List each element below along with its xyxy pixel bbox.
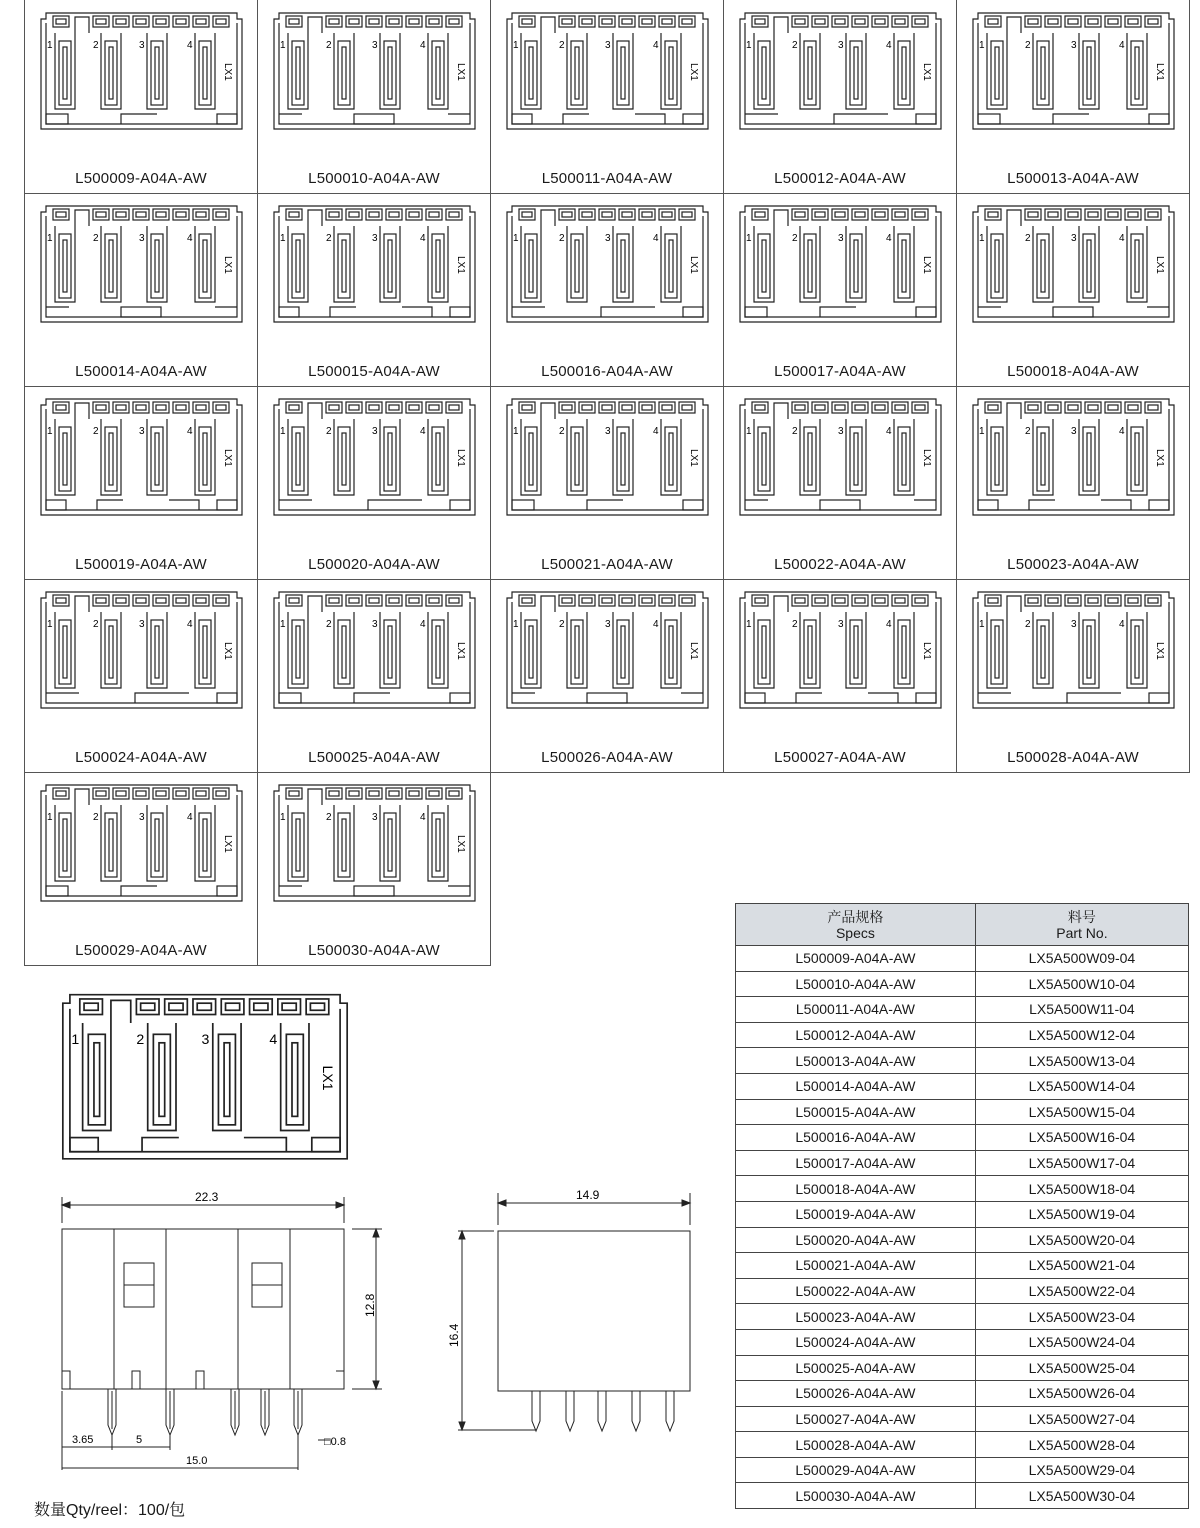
connector-top-view bbox=[971, 397, 1176, 523]
pin-number-1: 1 bbox=[47, 619, 53, 630]
part-number-cell: LX5A500W25-04 bbox=[975, 1355, 1188, 1381]
part-number-cell: LX5A500W23-04 bbox=[975, 1304, 1188, 1330]
pin-number-1: 1 bbox=[47, 233, 53, 244]
variant-label: L500011-A04A-AW bbox=[541, 170, 673, 187]
pin-number-4: 4 bbox=[653, 619, 659, 630]
variant-cell bbox=[24, 386, 258, 580]
mark-label: LX1 bbox=[455, 449, 466, 467]
spec-cell: L500013-A04A-AW bbox=[736, 1048, 976, 1074]
pin-number-2: 2 bbox=[326, 40, 332, 51]
pin-number-1: 1 bbox=[280, 812, 286, 823]
pin-number-4: 4 bbox=[187, 812, 193, 823]
pin-number-3: 3 bbox=[605, 426, 611, 437]
pin-number-2: 2 bbox=[559, 619, 565, 630]
pin-number-4: 4 bbox=[420, 426, 426, 437]
pin-number-4: 4 bbox=[653, 233, 659, 244]
pin-number-3: 3 bbox=[838, 426, 844, 437]
variant-label: L500029-A04A-AW bbox=[75, 942, 207, 959]
table-row bbox=[736, 1150, 1189, 1176]
table-row bbox=[736, 1381, 1189, 1407]
variant-grid bbox=[24, 0, 1190, 970]
pin-number-1: 1 bbox=[746, 619, 752, 630]
pin-number-4: 4 bbox=[187, 40, 193, 51]
pin-number-1: 1 bbox=[746, 40, 752, 51]
pin-number-4: 4 bbox=[653, 40, 659, 51]
table-row bbox=[736, 1201, 1189, 1227]
variant-label: L500025-A04A-AW bbox=[308, 749, 440, 766]
pin-number-3: 3 bbox=[1071, 40, 1077, 51]
table-row bbox=[736, 1355, 1189, 1381]
pin-number-4: 4 bbox=[269, 1031, 278, 1048]
mark-label: LX1 bbox=[921, 642, 932, 660]
mark-label: LX1 bbox=[688, 256, 699, 274]
variant-cell bbox=[490, 579, 724, 773]
spec-cell: L500019-A04A-AW bbox=[736, 1201, 976, 1227]
pin-number-3: 3 bbox=[605, 619, 611, 630]
variant-cell bbox=[257, 772, 491, 966]
part-number-cell: LX5A500W14-04 bbox=[975, 1073, 1188, 1099]
pin-number-3: 3 bbox=[372, 619, 378, 630]
pin-number-2: 2 bbox=[93, 812, 99, 823]
pin-number-4: 4 bbox=[653, 426, 659, 437]
part-number-cell: LX5A500W15-04 bbox=[975, 1099, 1188, 1125]
pin-number-1: 1 bbox=[979, 40, 985, 51]
table-row bbox=[736, 1406, 1189, 1432]
table-row bbox=[736, 1253, 1189, 1279]
pin-number-3: 3 bbox=[605, 40, 611, 51]
table-row bbox=[736, 1278, 1189, 1304]
spec-cell: L500023-A04A-AW bbox=[736, 1304, 976, 1330]
pin-number-1: 1 bbox=[979, 426, 985, 437]
variant-cell bbox=[24, 193, 258, 387]
variant-label: L500026-A04A-AW bbox=[541, 749, 673, 766]
pin-number-2: 2 bbox=[1025, 40, 1031, 51]
pin-number-3: 3 bbox=[838, 233, 844, 244]
variant-cell bbox=[490, 193, 724, 387]
pin-number-1: 1 bbox=[979, 619, 985, 630]
variant-label: L500019-A04A-AW bbox=[75, 556, 207, 573]
pin-number-2: 2 bbox=[93, 233, 99, 244]
pin-number-1: 1 bbox=[513, 233, 519, 244]
pin-number-1: 1 bbox=[47, 40, 53, 51]
part-number-cell: LX5A500W12-04 bbox=[975, 1022, 1188, 1048]
spec-cell: L500025-A04A-AW bbox=[736, 1355, 976, 1381]
table-row bbox=[736, 946, 1189, 972]
part-number-cell: LX5A500W30-04 bbox=[975, 1483, 1188, 1509]
variant-label: L500010-A04A-AW bbox=[308, 170, 440, 187]
pin-number-1: 1 bbox=[513, 40, 519, 51]
front-dimension-drawing bbox=[40, 1185, 400, 1485]
spec-cell: L500014-A04A-AW bbox=[736, 1073, 976, 1099]
part-number-cell: LX5A500W09-04 bbox=[975, 946, 1188, 972]
pin-number-3: 3 bbox=[139, 812, 145, 823]
part-number-cell: LX5A500W22-04 bbox=[975, 1278, 1188, 1304]
pin-number-1: 1 bbox=[513, 426, 519, 437]
part-header-en: Part No. bbox=[1056, 924, 1108, 941]
pin-number-2: 2 bbox=[1025, 619, 1031, 630]
pin-number-4: 4 bbox=[420, 812, 426, 823]
table-row bbox=[736, 1073, 1189, 1099]
variant-label: L500017-A04A-AW bbox=[774, 363, 906, 380]
part-number-cell: LX5A500W16-04 bbox=[975, 1125, 1188, 1151]
variant-label: L500015-A04A-AW bbox=[308, 363, 440, 380]
specs-header-en: Specs bbox=[835, 924, 875, 941]
pin-number-2: 2 bbox=[559, 233, 565, 244]
variant-cell bbox=[723, 579, 957, 773]
table-row bbox=[736, 997, 1189, 1023]
specs-header-cn: 产品规格 bbox=[827, 908, 884, 925]
variant-label: L500020-A04A-AW bbox=[308, 556, 440, 573]
variant-cell bbox=[956, 386, 1190, 580]
mark-label: LX1 bbox=[455, 835, 466, 853]
pin-number-3: 3 bbox=[1071, 233, 1077, 244]
table-header-row bbox=[736, 904, 1189, 946]
pin-number-3: 3 bbox=[139, 40, 145, 51]
part-number-cell: LX5A500W11-04 bbox=[975, 997, 1188, 1023]
mark-label: LX1 bbox=[921, 63, 932, 81]
mark-label: LX1 bbox=[222, 642, 233, 660]
part-number-cell: LX5A500W27-04 bbox=[975, 1406, 1188, 1432]
connector-top-view bbox=[272, 204, 477, 330]
pin-number-4: 4 bbox=[420, 619, 426, 630]
variant-label: L500014-A04A-AW bbox=[75, 363, 207, 380]
part-number-cell: LX5A500W24-04 bbox=[975, 1329, 1188, 1355]
part-number-cell: LX5A500W28-04 bbox=[975, 1432, 1188, 1458]
spec-cell: L500027-A04A-AW bbox=[736, 1406, 976, 1432]
variant-cell bbox=[956, 579, 1190, 773]
pin-number-2: 2 bbox=[136, 1031, 145, 1048]
pin-number-4: 4 bbox=[1119, 233, 1125, 244]
width-dim-label: 22.3 bbox=[195, 1190, 219, 1204]
pin-number-3: 3 bbox=[605, 233, 611, 244]
connector-top-view bbox=[738, 397, 943, 523]
pin-number-2: 2 bbox=[792, 619, 798, 630]
variant-cell bbox=[257, 579, 491, 773]
pin-number-3: 3 bbox=[139, 619, 145, 630]
connector-top-view bbox=[39, 204, 244, 330]
side-width-dim-label: 14.9 bbox=[576, 1188, 600, 1202]
table-row bbox=[736, 1125, 1189, 1151]
pin-number-2: 2 bbox=[792, 426, 798, 437]
pin-number-2: 2 bbox=[326, 426, 332, 437]
pin-number-2: 2 bbox=[93, 619, 99, 630]
pin-number-1: 1 bbox=[979, 233, 985, 244]
part-number-cell: LX5A500W19-04 bbox=[975, 1201, 1188, 1227]
spec-cell: L500026-A04A-AW bbox=[736, 1381, 976, 1407]
specs-header bbox=[736, 904, 976, 946]
mark-label: LX1 bbox=[688, 63, 699, 81]
variant-cell bbox=[24, 579, 258, 773]
quantity-per-reel: 数量Qty/reel：100/包 bbox=[34, 1502, 186, 1519]
mark-label: LX1 bbox=[1154, 642, 1165, 660]
spec-cell: L500024-A04A-AW bbox=[736, 1329, 976, 1355]
connector-top-view bbox=[505, 590, 710, 716]
spec-cell: L500009-A04A-AW bbox=[736, 946, 976, 972]
part-header-cn: 料号 bbox=[1067, 908, 1096, 925]
variant-cell bbox=[24, 772, 258, 966]
table-row bbox=[736, 1176, 1189, 1202]
table-row bbox=[736, 1304, 1189, 1330]
variant-label: L500021-A04A-AW bbox=[541, 556, 673, 573]
pin-number-2: 2 bbox=[326, 233, 332, 244]
part-number-cell: LX5A500W21-04 bbox=[975, 1253, 1188, 1279]
pin-number-4: 4 bbox=[187, 426, 193, 437]
pin-number-4: 4 bbox=[1119, 619, 1125, 630]
pin-number-4: 4 bbox=[1119, 426, 1125, 437]
pin-number-3: 3 bbox=[838, 619, 844, 630]
side-dimension-drawing bbox=[440, 1185, 730, 1455]
mark-label: LX1 bbox=[455, 63, 466, 81]
connector-top-view bbox=[971, 590, 1176, 716]
pin-number-4: 4 bbox=[187, 233, 193, 244]
pin-number-3: 3 bbox=[139, 233, 145, 244]
pin-number-4: 4 bbox=[886, 426, 892, 437]
connector-top-view bbox=[39, 783, 244, 909]
connector-top-view bbox=[272, 397, 477, 523]
variant-cell bbox=[723, 386, 957, 580]
variant-cell bbox=[24, 0, 258, 194]
mark-label: LX1 bbox=[222, 256, 233, 274]
connector-top-view bbox=[738, 590, 943, 716]
connector-top-view bbox=[39, 11, 244, 137]
pin-number-2: 2 bbox=[326, 812, 332, 823]
pin-number-2: 2 bbox=[792, 233, 798, 244]
offset-dim-label: 3.65 bbox=[72, 1434, 94, 1446]
connector-top-view bbox=[738, 11, 943, 137]
part-number-cell: LX5A500W29-04 bbox=[975, 1457, 1188, 1483]
spec-cell: L500022-A04A-AW bbox=[736, 1278, 976, 1304]
pin-number-3: 3 bbox=[201, 1031, 210, 1048]
variant-label: L500009-A04A-AW bbox=[75, 170, 207, 187]
variant-label: L500012-A04A-AW bbox=[774, 170, 906, 187]
pin-number-3: 3 bbox=[372, 426, 378, 437]
connector-top-view bbox=[505, 11, 710, 137]
pin-number-1: 1 bbox=[280, 233, 286, 244]
table-row bbox=[736, 1022, 1189, 1048]
pin-number-2: 2 bbox=[93, 40, 99, 51]
spec-cell: L500010-A04A-AW bbox=[736, 971, 976, 997]
pin-number-3: 3 bbox=[139, 426, 145, 437]
table-row bbox=[736, 1457, 1189, 1483]
part-header bbox=[975, 904, 1188, 946]
pin-number-3: 3 bbox=[1071, 619, 1077, 630]
side-height-dim-label: 16.4 bbox=[447, 1323, 461, 1347]
pin-number-2: 2 bbox=[93, 426, 99, 437]
variant-label: L500016-A04A-AW bbox=[541, 363, 673, 380]
variant-label: L500018-A04A-AW bbox=[1007, 363, 1139, 380]
height-dim-label: 12.8 bbox=[363, 1293, 377, 1317]
part-number-cell: LX5A500W26-04 bbox=[975, 1381, 1188, 1407]
spec-cell: L500021-A04A-AW bbox=[736, 1253, 976, 1279]
variant-cell bbox=[956, 193, 1190, 387]
pin-number-3: 3 bbox=[838, 40, 844, 51]
connector-top-view bbox=[505, 204, 710, 330]
pin-number-2: 2 bbox=[326, 619, 332, 630]
connector-top-view bbox=[272, 590, 477, 716]
connector-top-view bbox=[39, 590, 244, 716]
mark-label: LX1 bbox=[921, 449, 932, 467]
pin-number-3: 3 bbox=[372, 812, 378, 823]
variant-label: L500022-A04A-AW bbox=[774, 556, 906, 573]
pin-number-4: 4 bbox=[1119, 40, 1125, 51]
mark-label: LX1 bbox=[455, 256, 466, 274]
pin-number-1: 1 bbox=[513, 619, 519, 630]
mark-label: LX1 bbox=[222, 449, 233, 467]
pitch-dim-label: 5 bbox=[136, 1434, 143, 1446]
table-row bbox=[736, 1432, 1189, 1458]
table-row bbox=[736, 1329, 1189, 1355]
connector-top-view bbox=[971, 11, 1176, 137]
mark-label: LX1 bbox=[688, 642, 699, 660]
connector-top-view bbox=[738, 204, 943, 330]
spec-cell: L500011-A04A-AW bbox=[736, 997, 976, 1023]
table-row bbox=[736, 1227, 1189, 1253]
mark-label: LX1 bbox=[1154, 449, 1165, 467]
spec-cell: L500029-A04A-AW bbox=[736, 1457, 976, 1483]
pin-number-1: 1 bbox=[47, 426, 53, 437]
mark-label: LX1 bbox=[222, 63, 233, 81]
pin-number-1: 1 bbox=[71, 1031, 80, 1048]
spec-cell: L500015-A04A-AW bbox=[736, 1099, 976, 1125]
spec-cell: L500016-A04A-AW bbox=[736, 1125, 976, 1151]
pin-number-4: 4 bbox=[420, 40, 426, 51]
connector-top-view bbox=[971, 204, 1176, 330]
part-number-cell: LX5A500W17-04 bbox=[975, 1150, 1188, 1176]
variant-cell bbox=[490, 386, 724, 580]
part-number-cell: LX5A500W13-04 bbox=[975, 1048, 1188, 1074]
span-dim-label: 15.0 bbox=[186, 1455, 208, 1467]
mark-label: LX1 bbox=[455, 642, 466, 660]
mark-label: LX1 bbox=[1154, 256, 1165, 274]
pin-number-2: 2 bbox=[792, 40, 798, 51]
table-row bbox=[736, 971, 1189, 997]
variant-label: L500027-A04A-AW bbox=[774, 749, 906, 766]
variant-cell bbox=[956, 0, 1190, 194]
connector-top-view bbox=[505, 397, 710, 523]
variant-cell bbox=[257, 0, 491, 194]
pin-number-3: 3 bbox=[372, 233, 378, 244]
variant-cell bbox=[723, 193, 957, 387]
pin-number-4: 4 bbox=[187, 619, 193, 630]
pin-number-1: 1 bbox=[746, 426, 752, 437]
variant-cell bbox=[723, 0, 957, 194]
pin-number-3: 3 bbox=[1071, 426, 1077, 437]
mark-label: LX1 bbox=[688, 449, 699, 467]
part-number-cell: LX5A500W18-04 bbox=[975, 1176, 1188, 1202]
pin-number-2: 2 bbox=[1025, 233, 1031, 244]
connector-top-view bbox=[272, 783, 477, 909]
variant-label: L500028-A04A-AW bbox=[1007, 749, 1139, 766]
pin-number-3: 3 bbox=[372, 40, 378, 51]
variant-label: L500024-A04A-AW bbox=[75, 749, 207, 766]
pin-number-4: 4 bbox=[886, 40, 892, 51]
specs-table bbox=[735, 903, 1189, 1509]
variant-cell bbox=[257, 386, 491, 580]
variant-label: L500030-A04A-AW bbox=[308, 942, 440, 959]
pin-number-4: 4 bbox=[886, 233, 892, 244]
mark-label: LX1 bbox=[222, 835, 233, 853]
part-number-cell: LX5A500W10-04 bbox=[975, 971, 1188, 997]
variant-cell bbox=[490, 0, 724, 194]
pin-number-1: 1 bbox=[280, 426, 286, 437]
pin-number-2: 2 bbox=[559, 426, 565, 437]
pin-number-1: 1 bbox=[280, 40, 286, 51]
spec-cell: L500012-A04A-AW bbox=[736, 1022, 976, 1048]
part-number-cell: LX5A500W20-04 bbox=[975, 1227, 1188, 1253]
connector-top-view bbox=[39, 397, 244, 523]
mark-label: LX1 bbox=[320, 1065, 337, 1091]
pin-number-1: 1 bbox=[746, 233, 752, 244]
variant-cell bbox=[257, 193, 491, 387]
table-row bbox=[736, 1099, 1189, 1125]
spec-cell: L500018-A04A-AW bbox=[736, 1176, 976, 1202]
table-row bbox=[736, 1048, 1189, 1074]
spec-cell: L500017-A04A-AW bbox=[736, 1150, 976, 1176]
pin-number-4: 4 bbox=[886, 619, 892, 630]
pin-number-1: 1 bbox=[47, 812, 53, 823]
variant-label: L500023-A04A-AW bbox=[1007, 556, 1139, 573]
pin-number-2: 2 bbox=[559, 40, 565, 51]
table-row bbox=[736, 1483, 1189, 1509]
connector-top-view bbox=[272, 11, 477, 137]
connector-top-view-large bbox=[60, 985, 350, 1177]
pin-number-2: 2 bbox=[1025, 426, 1031, 437]
mark-label: LX1 bbox=[921, 256, 932, 274]
pin-size-label: □0.8 bbox=[324, 1436, 346, 1448]
spec-cell: L500028-A04A-AW bbox=[736, 1432, 976, 1458]
pin-number-4: 4 bbox=[420, 233, 426, 244]
pin-number-1: 1 bbox=[280, 619, 286, 630]
spec-cell: L500030-A04A-AW bbox=[736, 1483, 976, 1509]
spec-cell: L500020-A04A-AW bbox=[736, 1227, 976, 1253]
mark-label: LX1 bbox=[1154, 63, 1165, 81]
variant-label: L500013-A04A-AW bbox=[1007, 170, 1139, 187]
